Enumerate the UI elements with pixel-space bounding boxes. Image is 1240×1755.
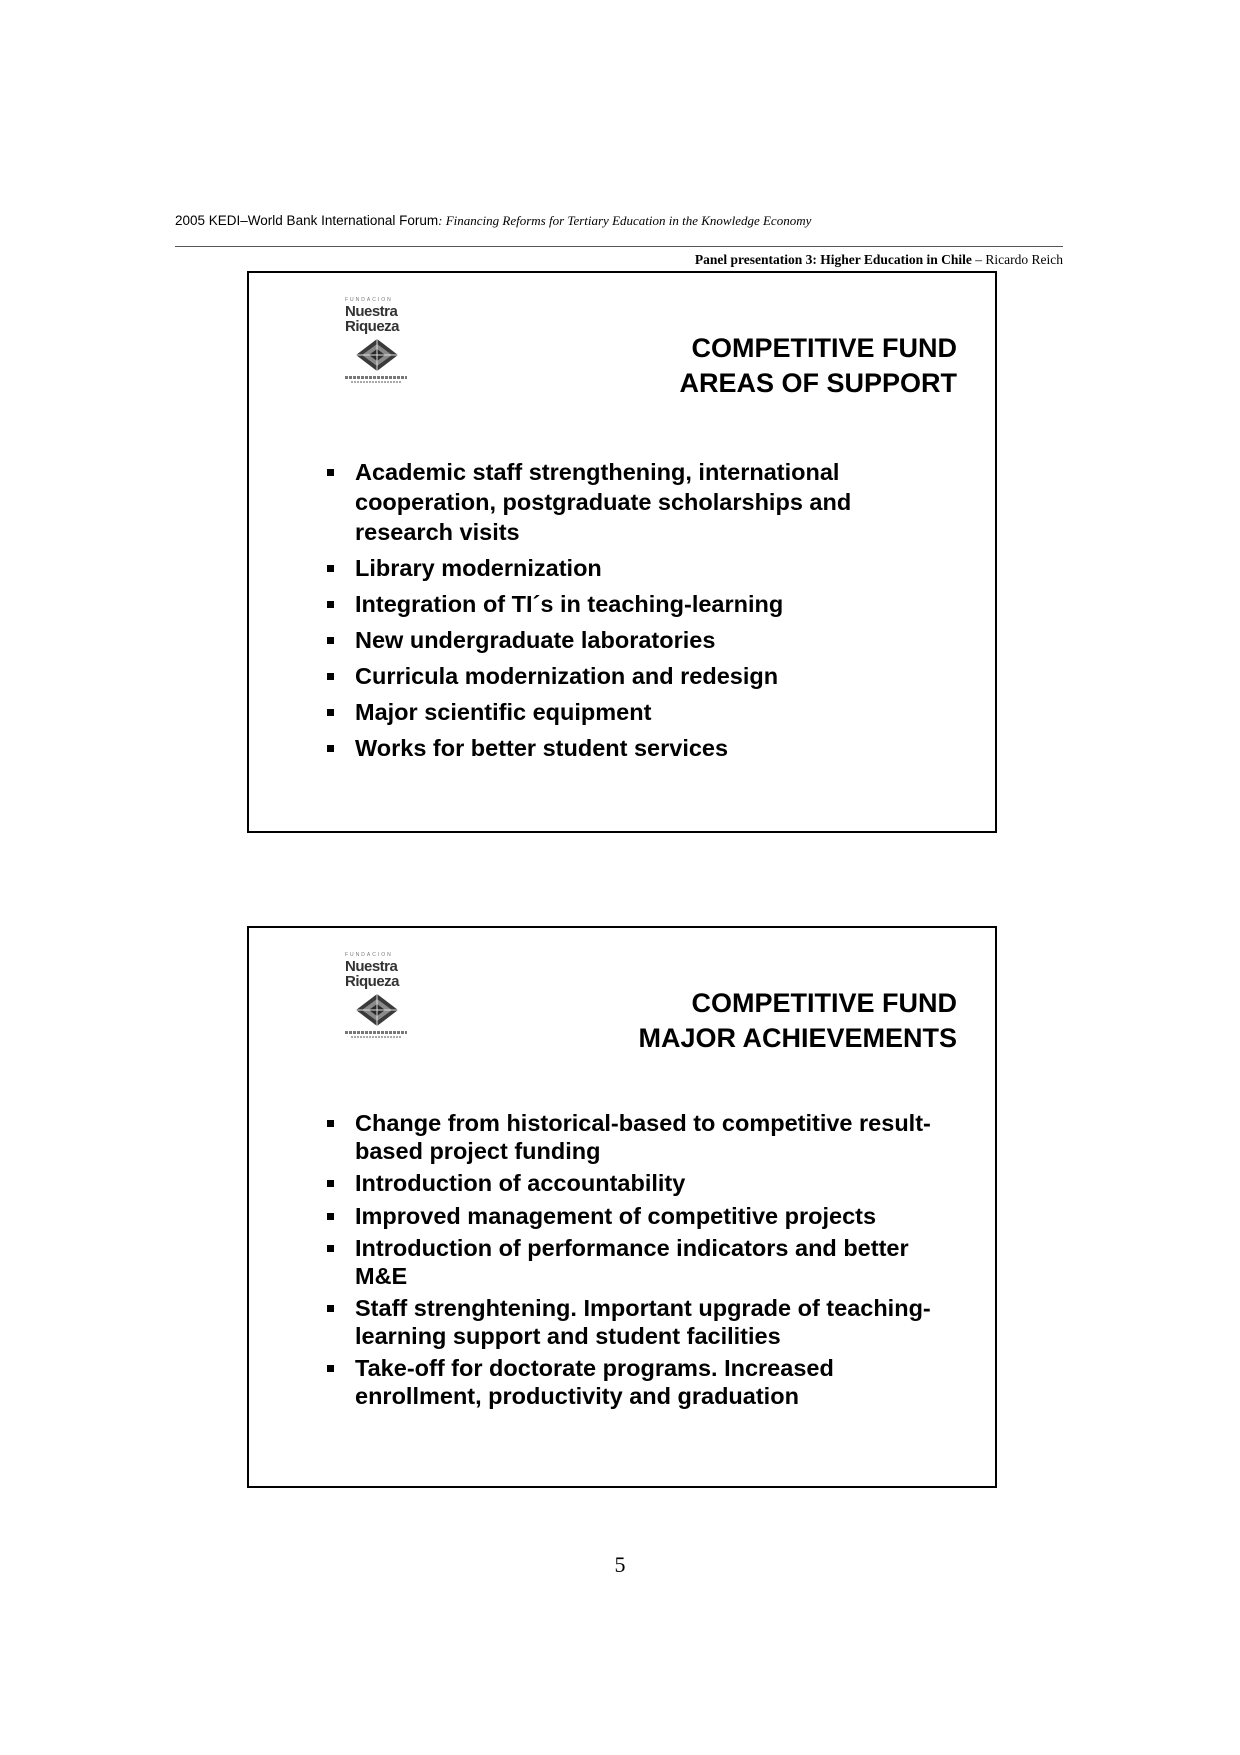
- list-item-text: Take-off for doctorate programs. Increased enrollment, productivity and graduation: [355, 1355, 834, 1409]
- list-item: [325, 1295, 945, 1350]
- list-item-text: Academic staff strengthening, international cooperation, postgraduate scholarships and research visits: [355, 459, 852, 545]
- list-item: [325, 661, 945, 691]
- panel-author: – Ricardo Reich: [971, 252, 1063, 267]
- list-item-text: Library modernization: [355, 555, 602, 581]
- forum-name: 2005 KEDI–World Bank International Forum: [175, 213, 439, 228]
- bullet-square-icon: [327, 673, 334, 680]
- bullet-list: [325, 1110, 945, 1415]
- bullet-square-icon: [327, 601, 334, 608]
- logo-subtext-line: [351, 1036, 401, 1038]
- list-item-text: Works for better student services: [355, 735, 729, 761]
- list-item: [325, 457, 945, 547]
- list-item: [325, 733, 945, 763]
- panel-line: [695, 252, 1063, 268]
- logo-word-2: Riqueza: [345, 318, 400, 335]
- bullet-square-icon: [327, 1305, 334, 1312]
- bullet-square-icon: [327, 709, 334, 716]
- running-header: [175, 213, 811, 229]
- panel-title: Panel presentation 3: Higher Education in Chile: [694, 252, 972, 267]
- bullet-square-icon: [327, 1245, 334, 1252]
- logo-top-text: FUNDACION: [345, 952, 393, 958]
- header-rule: [175, 246, 1063, 247]
- list-item: [325, 589, 945, 619]
- page-number: 5: [614, 1552, 626, 1577]
- slide-title-line-2: MAJOR ACHIEVEMENTS: [638, 1023, 957, 1053]
- bullet-square-icon: [327, 1213, 334, 1220]
- logo-subtext-line: [345, 376, 407, 379]
- bullet-list: [325, 457, 945, 769]
- slide-title: [679, 331, 957, 401]
- logo-word-2: Riqueza: [345, 973, 400, 990]
- diamond-emblem-icon: [355, 993, 399, 1027]
- slide-title: [638, 986, 957, 1056]
- bullet-square-icon: [327, 1180, 334, 1187]
- list-item-text: New undergraduate laboratories: [355, 627, 716, 653]
- logo-subtext-line: [345, 1031, 407, 1034]
- list-item: [325, 1235, 945, 1290]
- list-item: [325, 1110, 945, 1165]
- list-item: [325, 697, 945, 727]
- list-item-text: Major scientific equipment: [355, 699, 652, 725]
- list-item-text: Improved management of competitive projects: [355, 1202, 877, 1229]
- bullet-square-icon: [327, 637, 334, 644]
- slide-areas-of-support: [247, 271, 997, 833]
- list-item: [325, 1355, 945, 1410]
- logo-word-1: Nuestra: [345, 958, 398, 975]
- bullet-square-icon: [327, 1120, 334, 1127]
- list-item: [325, 1203, 945, 1231]
- slide-title-line-1: COMPETITIVE FUND: [691, 333, 957, 363]
- list-item-text: Introduction of accountability: [355, 1170, 686, 1196]
- list-item-text: Change from historical-based to competitive result-based project funding: [355, 1110, 931, 1164]
- bullet-square-icon: [327, 745, 334, 752]
- slide-major-achievements: [247, 926, 997, 1488]
- logo-word-1: Nuestra: [345, 303, 398, 320]
- forum-subtitle: : Financing Reforms for Tertiary Education in the Knowledge Economy: [438, 213, 812, 228]
- logo-top-text: FUNDACION: [345, 297, 393, 303]
- nuestra-riqueza-logo: [345, 952, 409, 1052]
- list-item: [325, 1170, 945, 1198]
- bullet-square-icon: [327, 469, 334, 476]
- list-item-text: Staff strenghtening. Important upgrade of teaching-learning support and student facilities: [355, 1295, 931, 1349]
- list-item-text: Integration of TI´s in teaching-learning: [355, 591, 784, 617]
- list-item: [325, 625, 945, 655]
- logo-subtext-line: [351, 381, 401, 383]
- bullet-square-icon: [327, 1365, 334, 1372]
- bullet-square-icon: [327, 565, 334, 572]
- list-item-text: Introduction of performance indicators and better M&E: [355, 1235, 909, 1289]
- list-item: [325, 553, 945, 583]
- list-item-text: Curricula modernization and redesign: [355, 663, 779, 689]
- slide-title-line-1: COMPETITIVE FUND: [691, 988, 957, 1018]
- slide-title-line-2: AREAS OF SUPPORT: [679, 368, 957, 398]
- diamond-emblem-icon: [355, 338, 399, 372]
- nuestra-riqueza-logo: [345, 297, 409, 397]
